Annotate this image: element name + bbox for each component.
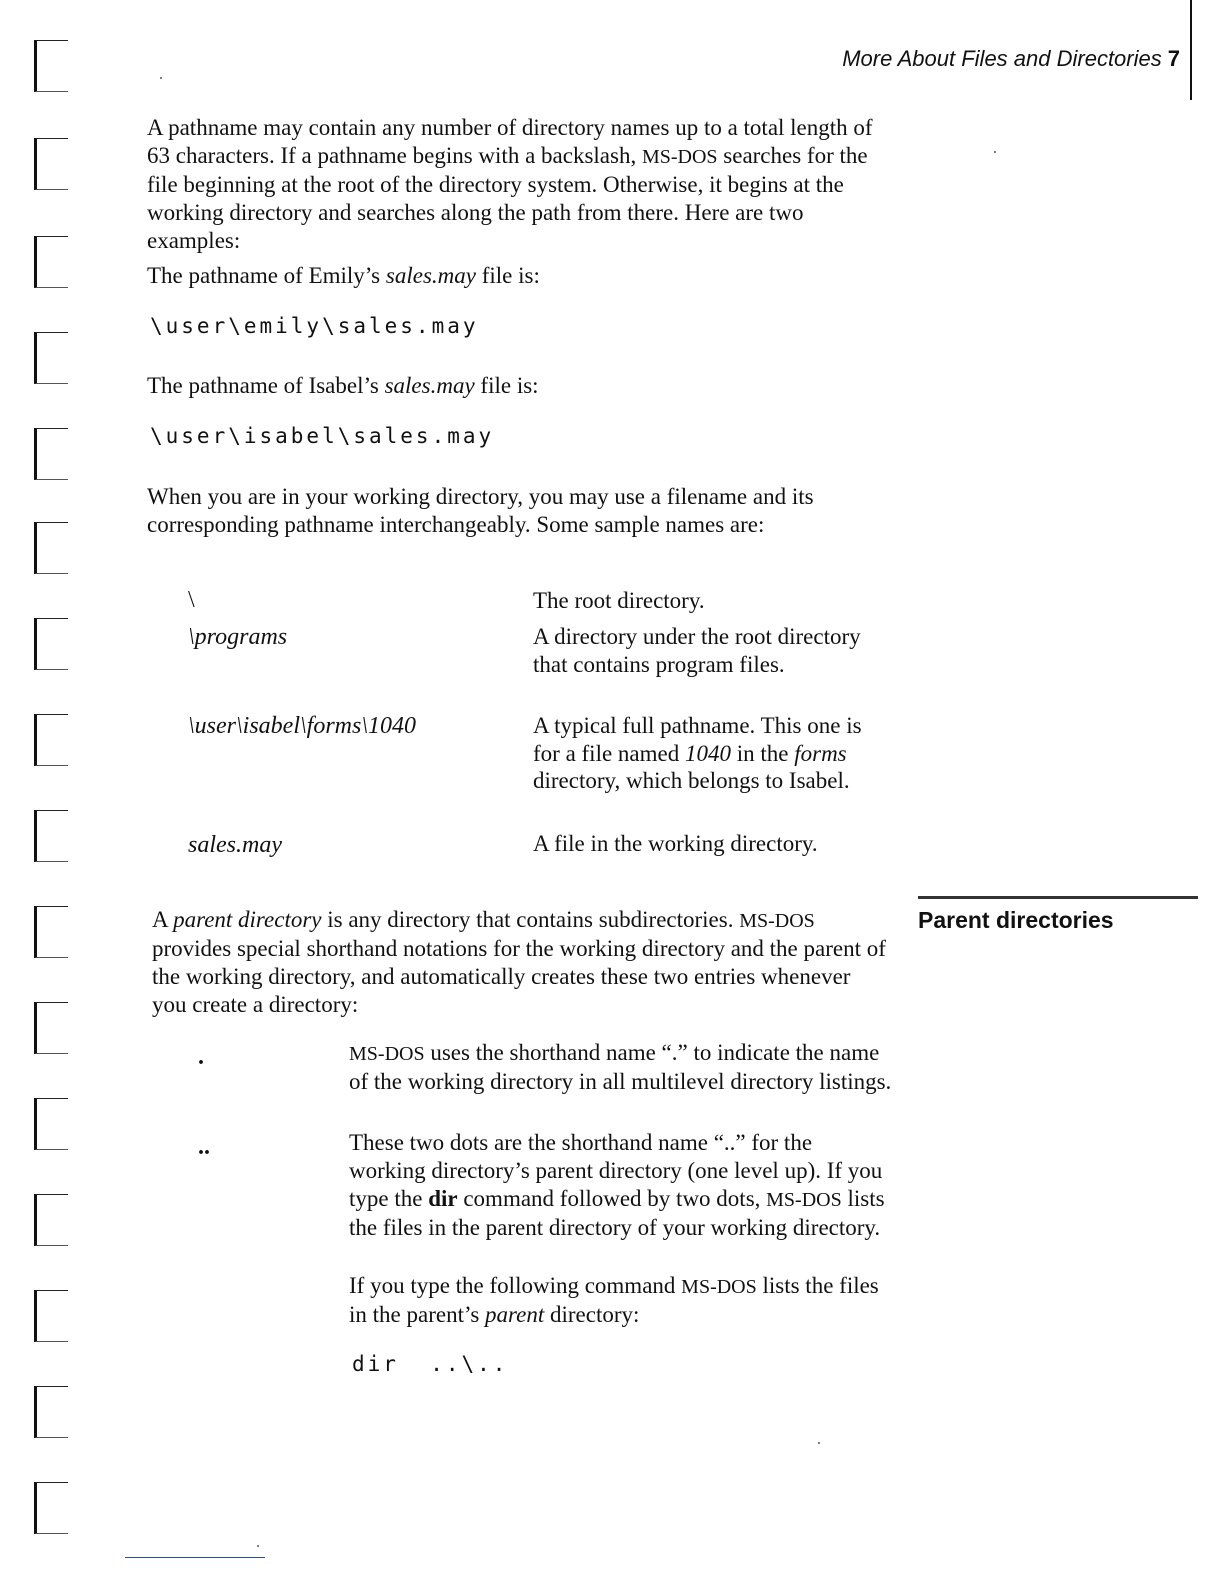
example-2-file: sales.may <box>384 373 475 398</box>
dir-command: dir <box>428 1186 458 1211</box>
sample-name: sales.may <box>188 832 282 858</box>
msdos-term: MS-DOS <box>641 146 718 168</box>
sample-desc: A file in the working directory. <box>533 831 818 856</box>
sample-desc: The root directory. <box>533 588 705 613</box>
binder-bracket <box>34 522 68 574</box>
parent-text: A <box>152 907 168 932</box>
binder-bracket <box>34 332 68 384</box>
sample-desc-em: 1040 <box>684 740 731 766</box>
dot-symbol: .. <box>198 1134 210 1160</box>
example-1-line <box>147 262 887 290</box>
binder-bracket <box>34 40 68 92</box>
binder-bracket <box>34 810 68 862</box>
footer-line <box>125 1557 265 1558</box>
msdos-term: MS-DOS <box>681 1276 757 1298</box>
dot-definition-text: uses the shorthand name “.” to indicate the name of the working directory in all multilevel directory listings. <box>349 1040 892 1094</box>
binder-bracket <box>34 428 68 480</box>
running-header <box>842 46 1180 72</box>
final-em: parent <box>485 1302 545 1327</box>
binder-bracket <box>34 714 68 766</box>
sample-desc: A directory under the root directory that contains program files. <box>533 624 861 677</box>
msdos-term: MS-DOS <box>739 910 815 932</box>
binder-bracket <box>34 1290 68 1342</box>
final-text: directory: <box>550 1302 640 1327</box>
header-title: More About Files and Directories <box>842 46 1162 71</box>
binder-bracket <box>34 1002 68 1054</box>
binder-bracket <box>34 1386 68 1438</box>
dotdot-text: command followed by two dots, <box>463 1186 761 1211</box>
sample-desc-part: directory, which belongs to Isabel. <box>533 768 850 793</box>
example-2-code: \user\isabel\sales.may <box>150 424 495 448</box>
example-1-file: sales.may <box>385 263 476 288</box>
final-code: dir ..\.. <box>352 1352 509 1376</box>
side-heading: Parent directories <box>918 896 1198 934</box>
scan-speck <box>257 1545 259 1547</box>
dotdot-text: lists the files in the parent directory of your working directory. <box>349 1186 885 1240</box>
scan-speck <box>994 151 996 153</box>
binder-bracket <box>34 1098 68 1150</box>
sample-desc-part: in the <box>736 740 789 766</box>
intro-text-2: searches for the file beginning at the root of the directory system. Otherwise, it begins at the working directory and searches along the path from there. Here are two examples: <box>147 143 868 253</box>
final-text: If you type the following command <box>349 1273 676 1298</box>
sample-desc <box>533 712 893 795</box>
example-1-code: \user\emily\sales.may <box>150 314 479 338</box>
dot-symbol: . <box>198 1044 204 1070</box>
example-2-line <box>147 372 887 400</box>
parent-text: provides special shorthand notations for the working directory and the parent of the working directory, and automatically creates these two entries whenever you create a directory: <box>152 936 886 1017</box>
binder-bracket <box>34 138 68 190</box>
page-edge-rule <box>1190 0 1192 100</box>
scan-speck <box>160 77 162 79</box>
parent-text: is any directory that contains subdirectories. <box>327 907 734 932</box>
example-2-before: The pathname of Isabel’s <box>147 373 379 398</box>
sample-name: \programs <box>188 624 288 650</box>
sample-name: \user\isabel\forms\1040 <box>188 713 417 739</box>
sample-desc-part: A typical full pathname. This one is for a file named <box>533 713 862 766</box>
binder-bracket <box>34 618 68 670</box>
binder-bracket <box>34 1482 68 1534</box>
intro-paragraph <box>147 114 887 255</box>
final-text: lists the files in the parent’s <box>349 1273 879 1327</box>
intro-text-1: A pathname may contain any number of directory names up to a total length of 63 characters. If a pathname begins with a backslash, <box>147 115 873 168</box>
scan-speck <box>818 1442 820 1444</box>
parent-paragraph <box>152 906 888 1019</box>
dot-definition <box>349 1039 894 1096</box>
example-1-after: file is: <box>481 263 540 288</box>
binder-bracket <box>34 236 68 288</box>
sample-desc-em: forms <box>794 740 847 766</box>
dotdot-text: These two dots are the shorthand name “..” for the working directory’s parent directory (one level up). If you type the <box>349 1130 883 1211</box>
example-2-after: file is: <box>480 373 539 398</box>
msdos-term: MS-DOS <box>349 1043 425 1065</box>
final-paragraph <box>349 1272 894 1329</box>
sample-name: \ <box>188 587 195 613</box>
msdos-term: MS-DOS <box>766 1189 842 1211</box>
working-paragraph: When you are in your working directory, you may use a filename and its corresponding pathname interchangeably. Some sample names are: <box>147 484 814 537</box>
dotdot-definition <box>349 1129 894 1242</box>
page-number: 7 <box>1167 46 1180 71</box>
parent-term: parent directory <box>173 907 322 932</box>
example-1-before: The pathname of Emily’s <box>147 263 381 288</box>
binder-bracket <box>34 1194 68 1246</box>
binder-bracket <box>34 906 68 958</box>
